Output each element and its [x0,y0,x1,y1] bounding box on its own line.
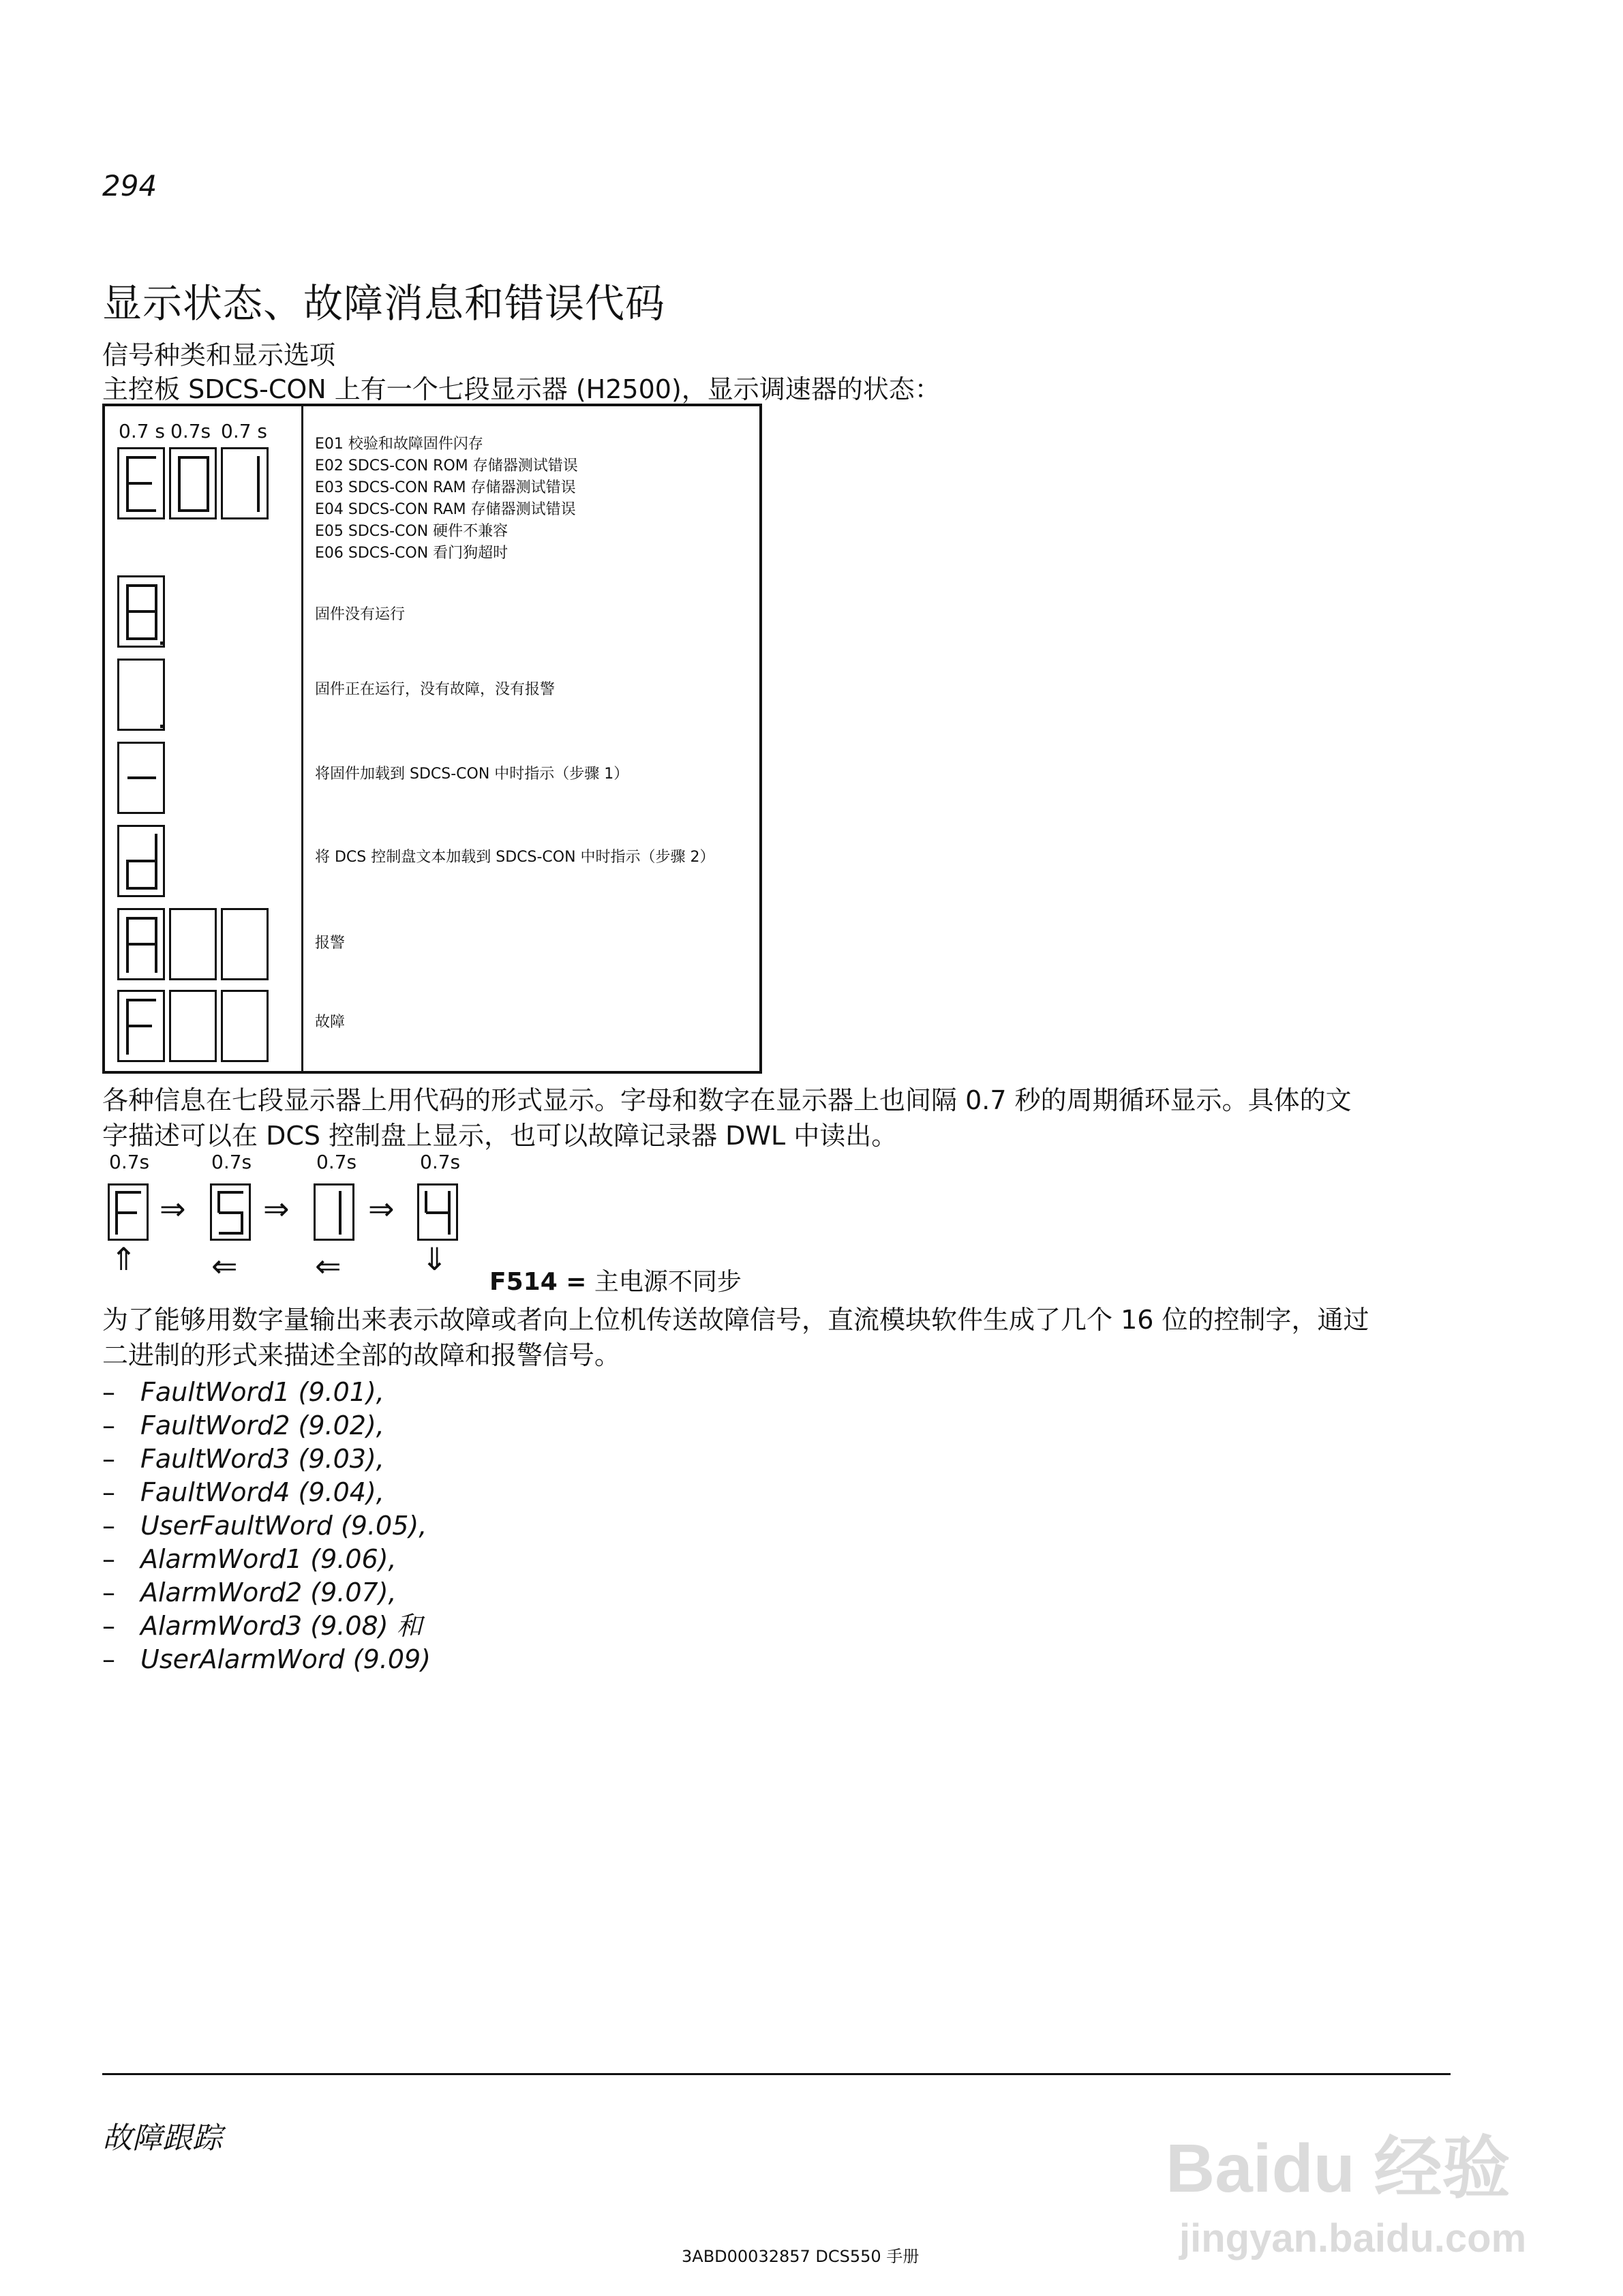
left-arrow-icon: ⇐ [211,1248,238,1284]
timing-label: 0.7s [420,1151,461,1173]
timing-label: 0.7 s [221,420,268,442]
list-item: – AlarmWord1 (9.06), [102,1544,397,1574]
timing-label: 0.7s [316,1151,357,1173]
status-row-text: 固件正在运行，没有故障，没有报警 [315,681,556,698]
seven-seg-blank [169,908,217,980]
seven-seg-digit-8 [117,575,165,648]
seven-seg-blank [169,990,217,1062]
paragraph-line: 字描述可以在 DCS 控制盘上显示，也可以故障记录器 DWL 中读出。 [102,1121,898,1151]
timing-label: 0.7s [211,1151,252,1173]
list-item: – FaultWord1 (9.01), [102,1377,384,1407]
page-title: 显示状态、故障消息和错误代码 [102,280,666,327]
seven-seg-digit-1 [221,447,269,519]
seven-seg-dot [117,659,165,731]
status-row-text: 固件没有运行 [315,606,406,623]
seq-digit-5 [210,1183,251,1241]
sequence-caption [489,1263,742,1297]
error-code-item: E04 SDCS-CON RAM 存储器测试错误 [315,501,576,518]
right-arrow-icon: ⇒ [160,1190,186,1227]
seven-seg-digit-e [117,447,165,519]
list-item: – AlarmWord2 (9.07), [102,1577,397,1607]
down-arrow-icon: ⇓ [421,1241,448,1278]
paragraph-line: 为了能够用数字量输出来表示故障或者向上位机传送故障信号，直流模块软件生成了几个 16 位的控制字，通过 [102,1305,1369,1335]
list-item: – UserFaultWord (9.05), [102,1511,427,1541]
footer-section-title: 故障跟踪 [102,2121,222,2156]
code-sequence [102,1151,784,1296]
seq-digit-f [108,1183,149,1241]
word-list [102,1376,431,1676]
list-item: – FaultWord2 (9.02), [102,1410,384,1440]
timing-label: 0.7s [109,1151,150,1173]
list-item: – UserAlarmWord (9.09) [102,1644,431,1674]
status-row-text: 将固件加载到 SDCS-CON 中时指示（步骤 1） [315,766,629,783]
error-code-item: E06 SDCS-CON 看门狗超时 [315,545,509,562]
paragraph-line: 各种信息在七段显示器上用代码的形式显示。字母和数字在显示器上也间隔 0.7 秒的周期循环显示。具体的文 [102,1085,1352,1115]
seven-seg-dash [117,742,165,814]
right-arrow-icon: ⇒ [263,1190,290,1227]
error-code-item: E05 SDCS-CON 硬件不兼容 [315,523,509,540]
error-code-item: E03 SDCS-CON RAM 存储器测试错误 [315,479,576,496]
seven-seg-digit-f [117,990,165,1062]
caption-text: 主电源不同步 [586,1268,742,1296]
display-status-panel [102,404,762,1074]
footer-divider [102,2073,1451,2075]
seven-seg-blank [221,908,269,980]
error-code-item: E02 SDCS-CON ROM 存储器测试错误 [315,457,578,474]
seq-digit-4 [417,1183,458,1241]
status-row-text: 将 DCS 控制盘文本加载到 SDCS-CON 中时指示（步骤 2） [315,849,715,866]
seq-digit-1 [314,1183,354,1241]
error-code-list [315,434,578,564]
right-arrow-icon: ⇒ [368,1190,395,1227]
caption-code: F514 = [489,1268,587,1296]
footer-doc-id: 3ABD00032857 DCS550 手册 [682,2247,920,2266]
list-item: – AlarmWord3 (9.08) 和 [102,1611,423,1641]
list-item: – FaultWord4 (9.04), [102,1477,384,1507]
paragraph-line: 二进制的形式来描述全部的故障和报警信号。 [102,1340,621,1370]
left-arrow-icon: ⇐ [315,1248,342,1284]
section-subtitle: 信号种类和显示选项 [102,340,336,370]
page-number: 294 [102,169,157,202]
list-item: – FaultWord3 (9.03), [102,1444,384,1474]
panel-divider [301,406,303,1071]
status-row-text: 故障 [315,1014,346,1031]
watermark-url: jingyan.baidu.com [1179,2216,1527,2261]
seven-seg-blank [221,990,269,1062]
seven-seg-digit-0 [169,447,217,519]
up-arrow-icon: ⇑ [110,1241,137,1278]
paragraph-2 [102,1302,1466,1373]
seven-seg-digit-d [117,825,165,897]
seven-seg-digit-a [117,908,165,980]
timing-label: 0.7 s [119,420,166,442]
intro-text: 主控板 SDCS-CON 上有一个七段显示器 (H2500)，显示调速器的状态： [102,374,941,404]
baidu-jingyan-watermark [1166,2086,1547,2277]
error-code-item: E01 校验和故障固件闪存 [315,436,483,453]
status-row-text: 报警 [315,935,346,952]
watermark-brand: Baidu 经验 [1166,2130,1511,2207]
timing-label: 0.7s [170,420,211,442]
paragraph-1 [102,1083,1466,1153]
